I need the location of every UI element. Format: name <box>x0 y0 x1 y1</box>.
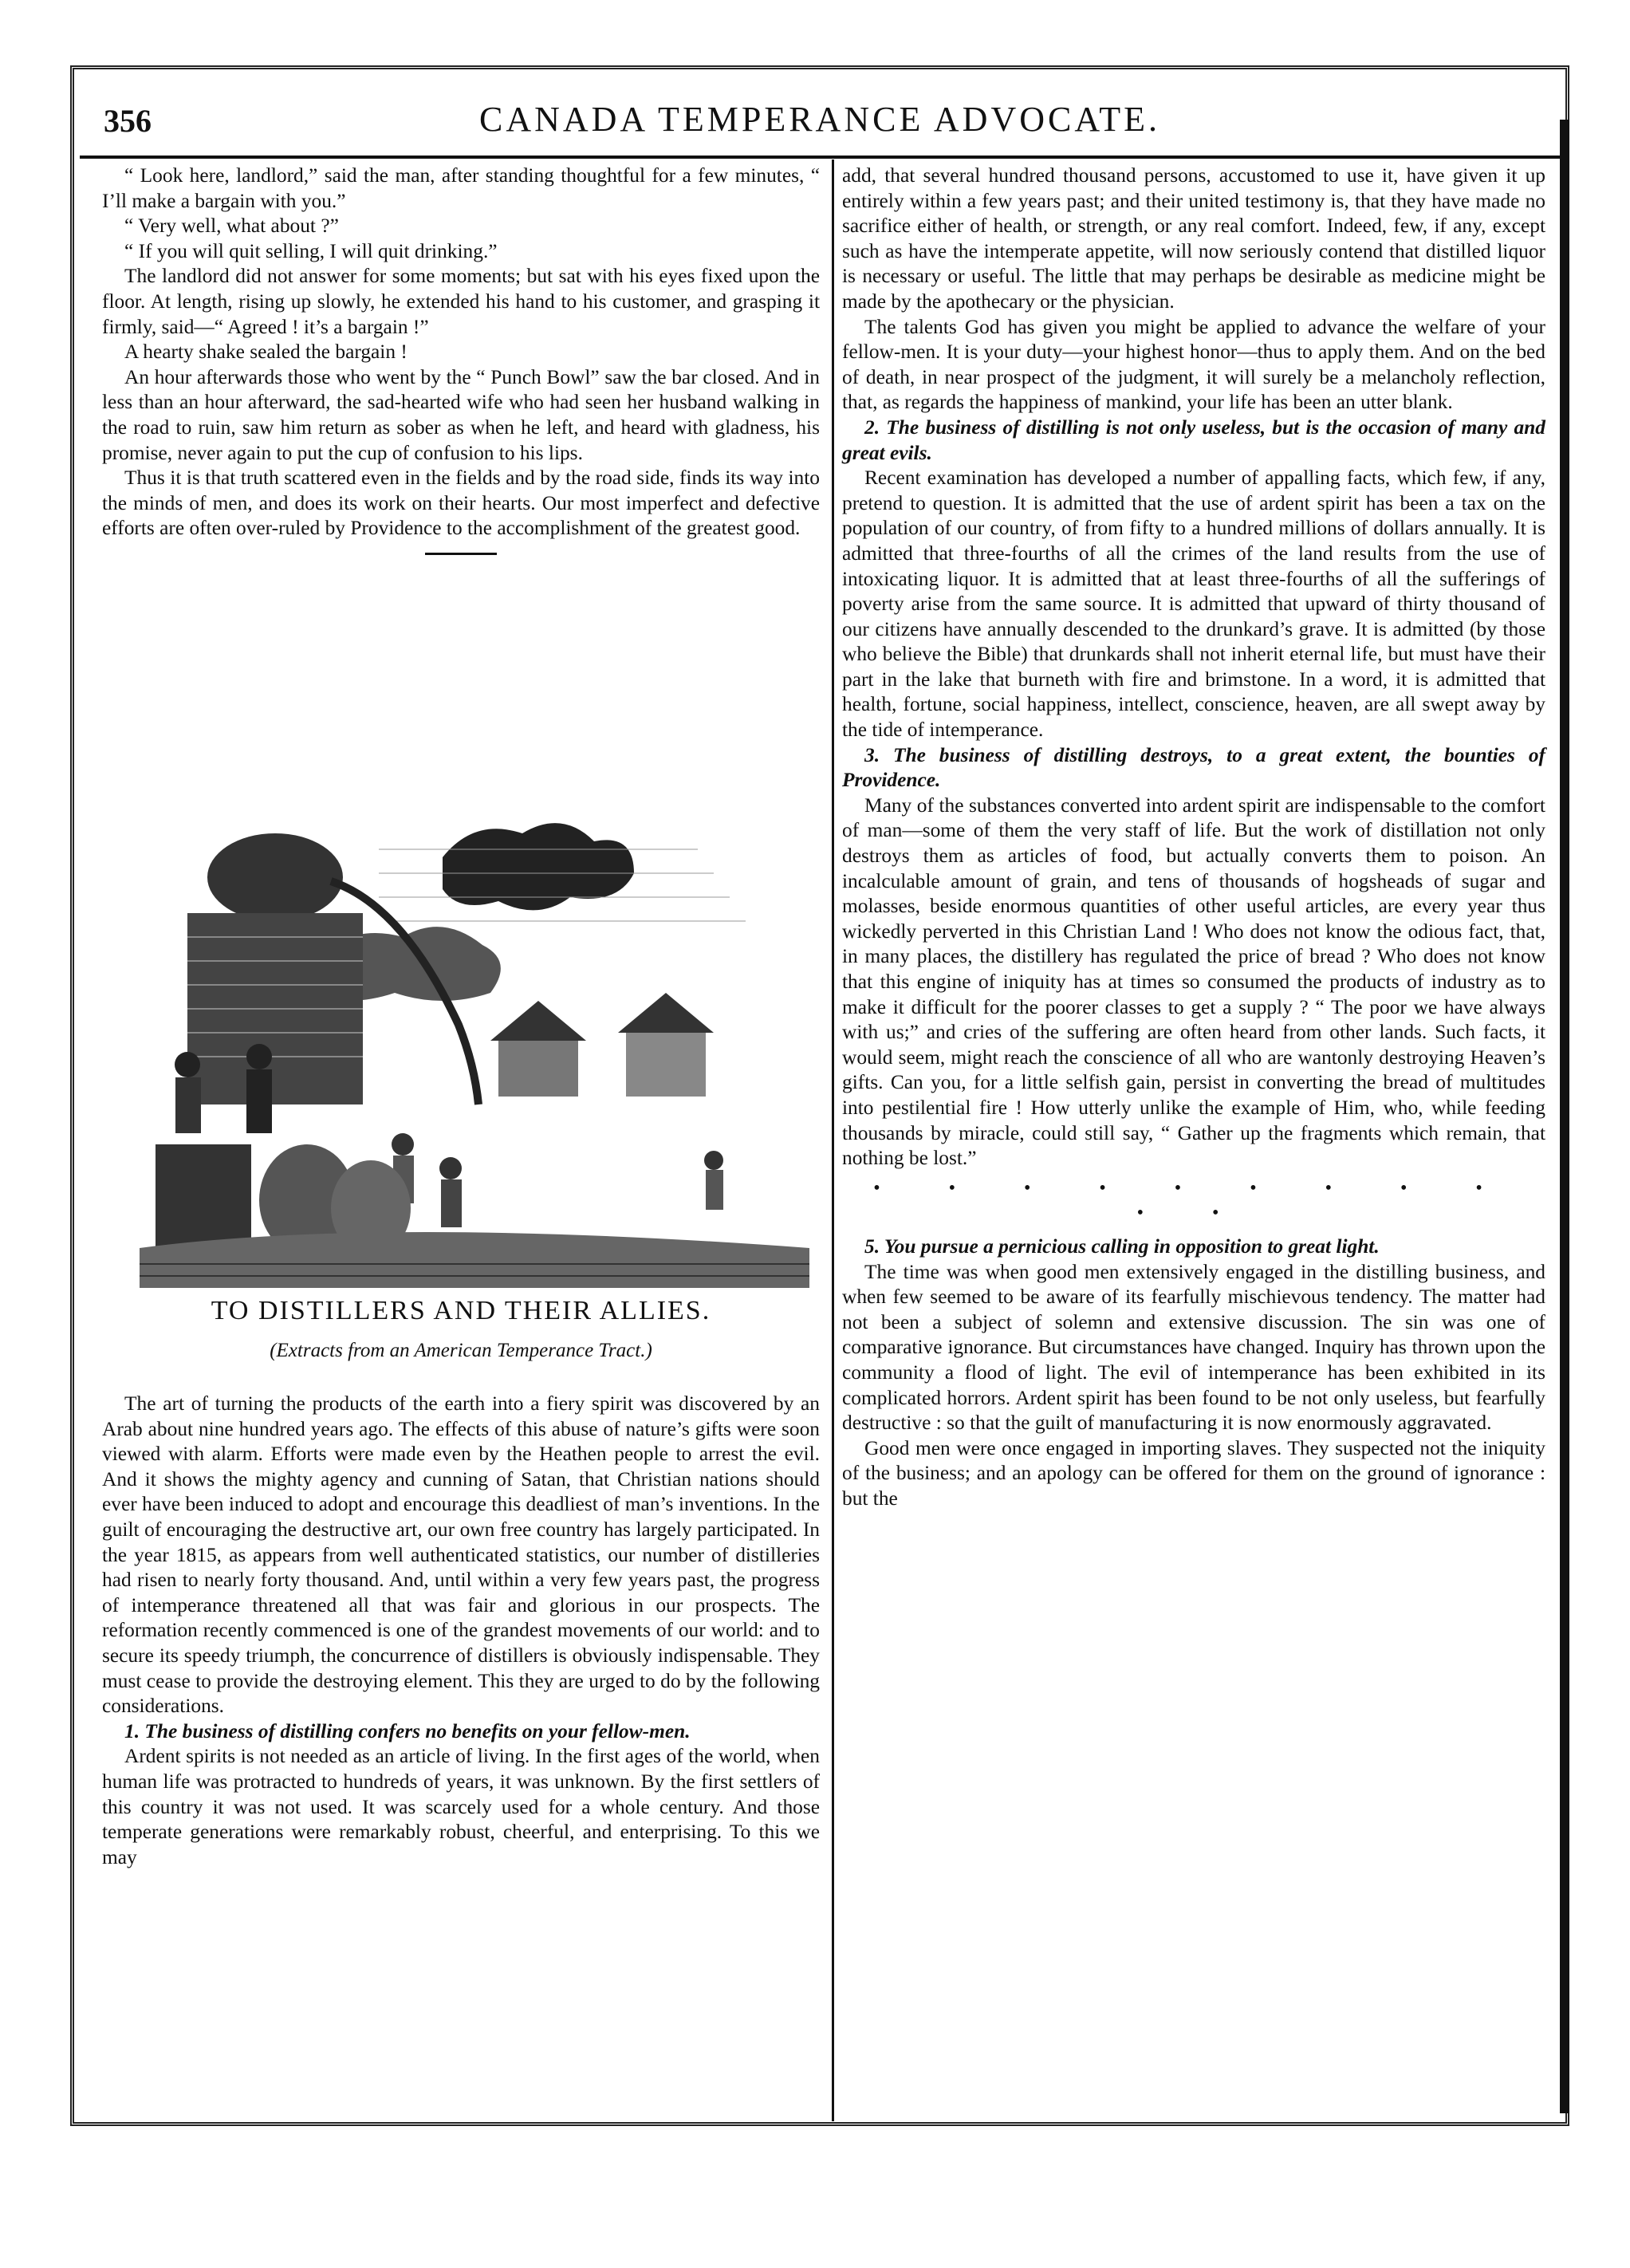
paragraph: “ Look here, landlord,” said the man, after standing thoughtful for a few minutes, “ I’ll make a bargain with you.” <box>102 164 820 212</box>
paragraph: Thus it is that truth scattered even in the fields and by the road side, finds its way into the minds of men, and does its work on their hearts. Our most imperfect and defective efforts are often over-ruled by Providence to the accomplishment of the greatest good. <box>102 467 820 540</box>
paragraph: The landlord did not answer for some moments; but sat with his eyes fixed upon the floor. At length, rising up slowly, he extended his hand to his customer, and grasping it firmly, said—“ Agreed ! it’s a bargain !” <box>102 265 820 338</box>
header-rule <box>80 156 1560 159</box>
section-title: TO DISTILLERS AND THEIR ALLIES. <box>211 1296 711 1325</box>
paragraph: A hearty shake sealed the bargain ! <box>124 341 408 364</box>
paragraph: The time was when good men extensively engaged in the distilling business, and when few seemed to be aware of its fearfully mischievous tendency. The matter had not been a subject of solemn and extensive discussion. The sin was one of comparative ignorance. But circumstances have changed. Inquiry has thrown upon the community a flood of light. The evil of intemperance has been exhibited in its complicated horrors. Ardent spirit has been found to be not only useless, but fearfully destructive : so that the guilt of manufacturing it is now enormously aggravated. <box>842 1260 1545 1435</box>
paragraph: Good men were once engaged in importing slaves. They suspected not the iniquity of the business; and an apology can be offered for them on the ground of ignorance : but the <box>842 1436 1545 1510</box>
running-title: CANADA TEMPERANCE ADVOCATE. <box>478 100 1161 139</box>
section-subtitle: (Extracts from an American Temperance Tract.) <box>270 1340 652 1361</box>
paragraph: “ Very well, what about ?” <box>124 215 339 238</box>
page-header <box>80 88 1560 152</box>
paragraph: Many of the substances converted into ardent spirit are indispensable to the comfort of man—some of them the very staff of life. But the work of distillation not only destroys them as articles of food, but actually converts them to poison. An incalculable amount of grain, and tens of thousands of hogsheads of sugar and molasses, beside enormous quantities of other useful articles, are every year thus wickedly perverted in this Christian Land ! Who does not know the odious fact, that, in many places, the distillery has regulated the price of bread ? Who does not know that this engine of iniquity has at times so consumed the products of industry as to make it difficult for the poorer classes to get a supply ? “ The poor we have always with us;” and cries of the suffering are often heard from other lands. Such facts, it would seem, might reach the conscience of all who are wantonly destroying Heaven’s gifts. Can you, for a little selfish gain, persist in converting the bread of multitudes into pestilential fire ! How utterly unlike the example of Him, who, while feeding thousands by miracle, could still say, “ Gather up the fragments which remain, that nothing be lost.” <box>842 793 1545 1170</box>
section-separator <box>425 553 497 555</box>
paragraph: An hour afterwards those who went by the “ Punch Bowl” saw the bar closed. And in less than an hour afterward, the sad-hearted wife who had seen her husband walking in the road to ruin, saw him return as sober as when he left, and heard with gladness, his promise, never again to put the cup of confusion to his lips. <box>102 365 820 464</box>
numbered-heading: 1. The business of distilling confers no benefits on your fellow-men. <box>124 1719 691 1742</box>
paragraph: add, that several hundred thousand persons, accustomed to use it, have given it up entirely within a few years past; and their united testimony is, that they have made no sacrifice either of health, or strength, or any real comfort. Indeed, few, if any, except such as have the intemperate appetite, will now seriously contend that distilled liquor is necessary or useful. The little that may perhaps be desirable as medicine might be made by the apothecary or the physician. <box>842 164 1545 313</box>
paragraph: Ardent spirits is not needed as an article of living. In the first ages of the world, when human life was protracted to hundreds of years, it was unknown. By the first settlers of this country it was not used. It was scarcely used for a whole century. And those temperate generations were remarkably robust, cheerful, and enterprising. To this we may <box>102 1745 820 1868</box>
paragraph: Recent examination has developed a number of appalling facts, which few, if any, pretend to question. It is admitted that the use of ardent spirit has been a tax on the population of our country, of from fifty to a hundred millions of dollars annually. It is admitted that three-fourths of all the crimes of the land results from the use of intoxicating liquor. It is admitted that at least three-fourths of all the sufferings of poverty arise from the same source. It is admitted that upward of thirty thousand of our citizens have annually descended to the drunkard’s grave. It is admitted (by those who believe the Bible) that drunkards shall not inherit eternal life, but must have their part in the lake that burneth with fire and brimstone. In a word, it is admitted that health, fortune, social happiness, intellect, conscience, heaven, are all swept away by the tide of intemperance. <box>842 467 1545 742</box>
numbered-heading: 3. The business of distilling destroys, to a great extent, the bounties of Providence. <box>842 743 1545 792</box>
column-divider <box>832 159 834 2121</box>
ornament-dots: • • • • • • • • • • • <box>873 1177 1514 1224</box>
paragraph: The talents God has given you might be applied to advance the welfare of your fellow-men. It is your duty—your highest honor—thus to apply them. And on the bed of death, in near prospect of the judgment, it will surely be a melancholy reflection, that, as regards the happiness of mankind, your life has been an utter blank. <box>842 315 1545 414</box>
left-column-bottom <box>102 1392 820 1870</box>
page-number: 356 <box>104 103 152 139</box>
distillery-engraving-illustration <box>140 801 809 1288</box>
numbered-heading: 5. You pursue a pernicious calling in opposition to great light. <box>864 1234 1380 1258</box>
numbered-heading: 2. The business of distilling is not only useless, but is the occasion of many and great evils. <box>842 415 1545 464</box>
left-column-top <box>102 163 820 555</box>
right-column <box>842 163 1545 1511</box>
paragraph: “ If you will quit selling, I will quit drinking.” <box>124 239 498 262</box>
paragraph: The art of turning the products of the earth into a fiery spirit was discovered by an Arab about nine hundred years ago. The effects of this abuse of nature’s gifts were soon viewed with alarm. Efforts were made even by the Heathen people to arrest the evil. And it shows the mighty agency and cunning of Satan, that Christian nations should ever have been induced to adopt and encourage this deadliest of man’s inventions. In the guilt of encouraging the destructive art, our own free country has largely participated. In the year 1815, as appears from well authenticated statistics, our number of distilleries had risen to nearly forty thousand. And, until within a very few years past, the progress of intemperance threatened all that was fair and glorious in our prospects. The reformation recently commenced is one of the grandest movements of our world: and to secure its speedy triumph, the concurrence of distillers is obviously indispensable. They must cease to provide the destroying element. This they are urged to do by the following considerations. <box>102 1392 820 1718</box>
page-edge-shadow <box>1560 120 1569 2113</box>
